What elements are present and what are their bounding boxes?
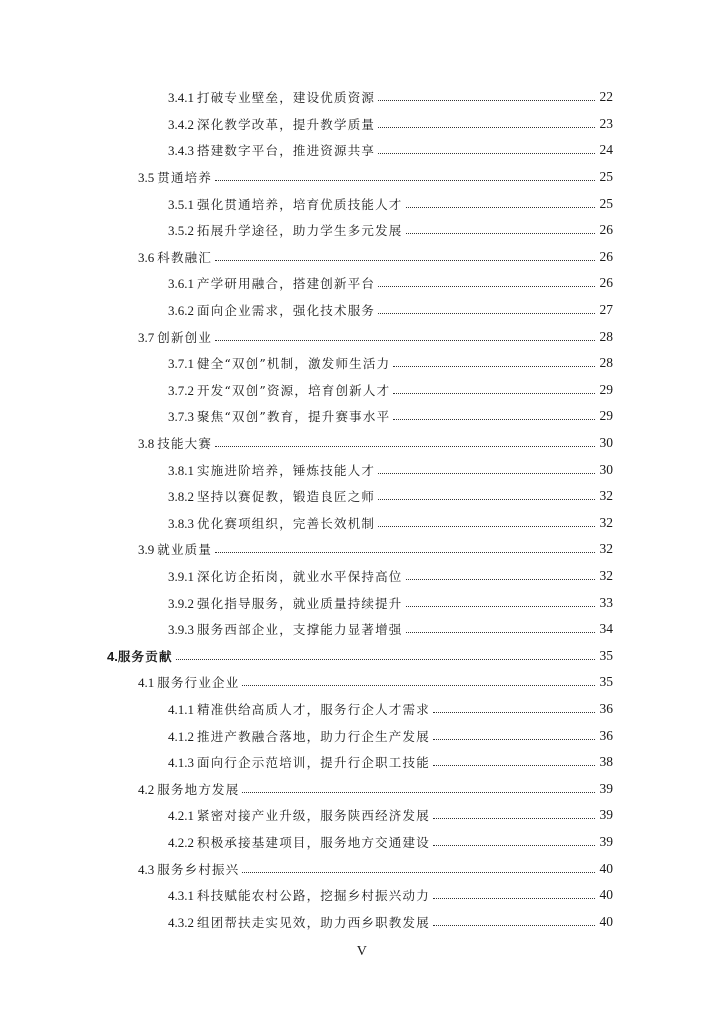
toc-entry[interactable]: [0, 510, 724, 537]
table-of-contents: [0, 84, 724, 935]
toc-entry-page: 30: [599, 435, 613, 451]
toc-entry-title: [138, 328, 212, 346]
toc-entry-text: 深化访企拓岗，就业水平保持高位: [197, 568, 403, 584]
toc-entry-title: [168, 381, 390, 399]
toc-entry-title: [168, 833, 430, 851]
toc-entry-number: 4.2.1: [168, 808, 194, 824]
toc-leader-dots: [215, 339, 595, 341]
toc-entry-page: 33: [599, 594, 613, 610]
toc-entry-text: 推进产教融合落地，助力行企生产发展: [197, 728, 430, 744]
toc-leader-dots: [242, 791, 595, 793]
toc-leader-dots: [433, 764, 595, 766]
toc-entry-number: 3.4.3: [168, 143, 194, 159]
toc-leader-dots: [406, 631, 595, 633]
toc-entry-number: 4.2.2: [168, 834, 194, 850]
toc-leader-dots: [406, 232, 595, 234]
toc-entry[interactable]: [0, 323, 724, 350]
toc-entry-number: 3.4.1: [168, 90, 194, 106]
toc-entry-title: [168, 514, 375, 532]
toc-entry-text: 面向企业需求，强化技术服务: [197, 303, 376, 319]
toc-entry-number: 4.3.1: [168, 888, 194, 904]
toc-leader-dots: [215, 445, 595, 447]
toc-entry[interactable]: [0, 775, 724, 802]
toc-entry[interactable]: [0, 855, 724, 882]
toc-leader-dots: [215, 551, 595, 553]
toc-entry-number: 4.2: [138, 781, 155, 797]
toc-entry[interactable]: [0, 137, 724, 164]
toc-entry-number: 3.9.2: [168, 595, 194, 611]
toc-entry[interactable]: [0, 456, 724, 483]
toc-entry[interactable]: [0, 84, 724, 111]
toc-leader-dots: [378, 525, 595, 527]
toc-entry[interactable]: [0, 297, 724, 324]
toc-entry-number: 3.8.3: [168, 515, 194, 531]
toc-entry-text: 拓展升学途径，助力学生多元发展: [197, 223, 403, 239]
toc-leader-dots: [406, 605, 595, 607]
toc-entry-text: 科技赋能农村公路，挖掘乡村振兴动力: [197, 888, 430, 904]
toc-entry-title: [168, 461, 375, 479]
toc-entry[interactable]: [0, 589, 724, 616]
toc-entry-title: [138, 434, 212, 452]
toc-entry-title: [168, 301, 375, 319]
toc-leader-dots: [378, 126, 595, 128]
toc-entry-title: [168, 195, 403, 213]
toc-entry[interactable]: [0, 111, 724, 138]
toc-entry-number: 4.1.2: [168, 728, 194, 744]
toc-entry-text: 聚焦“双创”教育，提升赛事水平: [197, 409, 391, 425]
toc-entry-text: 服务行业企业: [157, 675, 240, 691]
toc-entry-number: 3.5.2: [168, 223, 194, 239]
toc-entry-title: [168, 115, 375, 133]
toc-entry-number: 3.8.1: [168, 462, 194, 478]
toc-entry-number: 3.5: [138, 170, 155, 186]
toc-entry-title: [168, 806, 430, 824]
toc-entry-text: 开发“双创”资源，培育创新人才: [197, 382, 391, 398]
toc-entry-page: 30: [599, 461, 613, 477]
toc-entry-text: 打破专业壁垒，建设优质资源: [197, 90, 376, 106]
toc-entry-page: 26: [599, 275, 613, 291]
toc-entry-title: [138, 248, 212, 266]
toc-entry-page: 29: [599, 381, 613, 397]
toc-entry-title: [168, 221, 403, 239]
toc-entry-title: [168, 354, 390, 372]
toc-entry[interactable]: [0, 430, 724, 457]
toc-entry-page: 32: [599, 541, 613, 557]
toc-entry-title: [168, 594, 403, 612]
toc-entry-page: 29: [599, 408, 613, 424]
toc-leader-dots: [242, 684, 595, 686]
toc-entry-text: 健全“双创”机制，激发师生活力: [197, 356, 391, 372]
toc-entry-page: 32: [599, 514, 613, 530]
toc-entry[interactable]: [0, 270, 724, 297]
toc-entry-number: 3.6.2: [168, 303, 194, 319]
toc-entry-title: [168, 274, 375, 292]
toc-entry-text: 服务乡村振兴: [157, 861, 240, 877]
toc-entry[interactable]: [0, 190, 724, 217]
toc-entry[interactable]: [0, 217, 724, 244]
toc-entry-number: 3.6.1: [168, 276, 194, 292]
toc-entry[interactable]: [0, 350, 724, 377]
toc-entry-page: 34: [599, 621, 613, 637]
toc-entry-number: 4.1: [138, 675, 155, 691]
toc-entry[interactable]: [0, 749, 724, 776]
toc-leader-dots: [393, 418, 595, 420]
toc-entry-text: 坚持以赛促教，锻造良匠之师: [197, 489, 376, 505]
toc-entry-title: [168, 886, 430, 904]
toc-entry-page: 28: [599, 328, 613, 344]
toc-entry[interactable]: [0, 483, 724, 510]
toc-entry-number: 3.9.3: [168, 622, 194, 638]
toc-entry-page: 38: [599, 754, 613, 770]
toc-entry-number: 3.8: [138, 436, 155, 452]
toc-entry-title: [168, 567, 403, 585]
toc-leader-dots: [406, 206, 595, 208]
toc-entry-text: 优化赛项组织，完善长效机制: [197, 515, 376, 531]
toc-entry-title: [168, 88, 375, 106]
toc-entry-text: 积极承接基建项目，服务地方交通建设: [197, 834, 430, 850]
toc-leader-dots: [393, 365, 595, 367]
toc-entry-title: [168, 141, 375, 159]
toc-entry-title: [168, 913, 430, 931]
toc-leader-dots: [378, 312, 595, 314]
toc-entry[interactable]: [0, 696, 724, 723]
toc-entry-page: 39: [599, 833, 613, 849]
toc-entry-title: [168, 700, 430, 718]
toc-entry-number: 4.3.2: [168, 914, 194, 930]
toc-entry-number: 3.9: [138, 542, 155, 558]
toc-leader-dots: [378, 99, 595, 101]
toc-entry[interactable]: [0, 164, 724, 191]
toc-leader-dots: [433, 897, 595, 899]
toc-entry-text: 服务西部企业，支撑能力显著增强: [197, 622, 403, 638]
toc-entry[interactable]: [0, 829, 724, 856]
toc-entry-page: 26: [599, 222, 613, 238]
toc-entry-page: 35: [599, 674, 613, 690]
toc-entry-number: 3.4.2: [168, 116, 194, 132]
toc-entry[interactable]: [0, 403, 724, 430]
toc-entry-title: [138, 780, 239, 798]
toc-entry[interactable]: [0, 377, 724, 404]
toc-entry-page: 32: [599, 488, 613, 504]
toc-entry-text: 紧密对接产业升级，服务陕西经济发展: [197, 808, 430, 824]
toc-entry-title: [138, 860, 239, 878]
toc-entry-page: 39: [599, 780, 613, 796]
toc-leader-dots: [378, 152, 595, 154]
toc-entry-title: [168, 407, 390, 425]
toc-entry[interactable]: [0, 616, 724, 643]
toc-entry-page: 27: [599, 302, 613, 318]
toc-leader-dots: [378, 498, 595, 500]
toc-entry-text: 实施进阶培养，锤炼技能人才: [197, 462, 376, 478]
toc-entry-text: 贯通培养: [157, 170, 213, 186]
toc-leader-dots: [378, 285, 595, 287]
toc-entry-number: 3.7.2: [168, 382, 194, 398]
toc-entry-text: 技能大赛: [157, 436, 213, 452]
toc-entry-title: [138, 673, 239, 691]
toc-entry-title: [138, 540, 212, 558]
toc-entry-page: 32: [599, 567, 613, 583]
toc-entry-text: 创新创业: [157, 329, 213, 345]
toc-leader-dots: [433, 924, 595, 926]
toc-entry-page: 36: [599, 700, 613, 716]
toc-entry-title: [168, 727, 430, 745]
toc-entry[interactable]: [0, 244, 724, 271]
toc-entry[interactable]: [0, 908, 724, 935]
toc-entry[interactable]: [0, 722, 724, 749]
toc-entry-page: 28: [599, 355, 613, 371]
toc-entry-page: 40: [599, 860, 613, 876]
toc-leader-dots: [176, 658, 595, 660]
toc-entry-text: 精准供给高质人才，服务行企人才需求: [197, 701, 430, 717]
toc-entry-text: 强化贯通培养，培育优质技能人才: [197, 196, 403, 212]
toc-entry-number: 4.: [107, 648, 118, 664]
toc-entry-number: 3.9.1: [168, 568, 194, 584]
toc-entry-number: 3.7: [138, 329, 155, 345]
toc-entry-title: [168, 753, 430, 771]
toc-entry-page: 25: [599, 169, 613, 185]
toc-leader-dots: [433, 738, 595, 740]
toc-entry-title: [138, 168, 212, 186]
toc-entry-text: 科教融汇: [157, 249, 213, 265]
toc-leader-dots: [433, 711, 595, 713]
toc-entry-text: 深化教学改革，提升教学质量: [197, 116, 376, 132]
toc-entry-number: 3.6: [138, 249, 155, 265]
toc-entry-page: 26: [599, 248, 613, 264]
toc-entry-number: 3.5.1: [168, 196, 194, 212]
toc-entry-title: [107, 647, 173, 665]
toc-entry[interactable]: [0, 802, 724, 829]
toc-entry-text: 服务地方发展: [157, 781, 240, 797]
toc-entry-page: 40: [599, 913, 613, 929]
toc-entry-text: 产学研用融合，搭建创新平台: [197, 276, 376, 292]
toc-entry-page: 24: [599, 142, 613, 158]
toc-leader-dots: [378, 472, 595, 474]
toc-entry-title: [168, 487, 375, 505]
toc-entry-number: 4.1.3: [168, 755, 194, 771]
toc-entry[interactable]: [0, 563, 724, 590]
toc-entry-text: 服务贡献: [117, 648, 173, 664]
toc-entry-number: 4.3: [138, 861, 155, 877]
toc-entry-page: 23: [599, 115, 613, 131]
toc-entry-text: 强化指导服务，就业质量持续提升: [197, 595, 403, 611]
toc-entry-number: 3.8.2: [168, 489, 194, 505]
toc-leader-dots: [393, 392, 595, 394]
toc-entry-page: 35: [599, 647, 613, 663]
toc-entry-text: 搭建数字平台，推进资源共享: [197, 143, 376, 159]
toc-leader-dots: [242, 871, 595, 873]
toc-leader-dots: [215, 259, 595, 261]
toc-entry-title: [168, 620, 403, 638]
toc-entry[interactable]: [0, 536, 724, 563]
toc-entry-page: 39: [599, 807, 613, 823]
toc-entry[interactable]: [0, 669, 724, 696]
toc-entry[interactable]: [0, 882, 724, 909]
toc-entry-number: 3.7.1: [168, 356, 194, 372]
toc-entry-page: 22: [599, 89, 613, 105]
toc-entry-page: 25: [599, 195, 613, 211]
toc-entry[interactable]: [0, 642, 724, 669]
toc-leader-dots: [406, 578, 595, 580]
toc-entry-page: 36: [599, 727, 613, 743]
toc-entry-text: 组团帮扶走实见效，助力西乡职教发展: [197, 914, 430, 930]
toc-entry-text: 就业质量: [157, 542, 213, 558]
toc-entry-text: 面向行企示范培训，提升行企职工技能: [197, 755, 430, 771]
toc-entry-number: 3.7.3: [168, 409, 194, 425]
toc-entry-page: 40: [599, 887, 613, 903]
toc-leader-dots: [215, 179, 595, 181]
page-number: V: [356, 944, 368, 959]
toc-leader-dots: [433, 844, 595, 846]
toc-entry-number: 4.1.1: [168, 701, 194, 717]
toc-leader-dots: [433, 817, 595, 819]
